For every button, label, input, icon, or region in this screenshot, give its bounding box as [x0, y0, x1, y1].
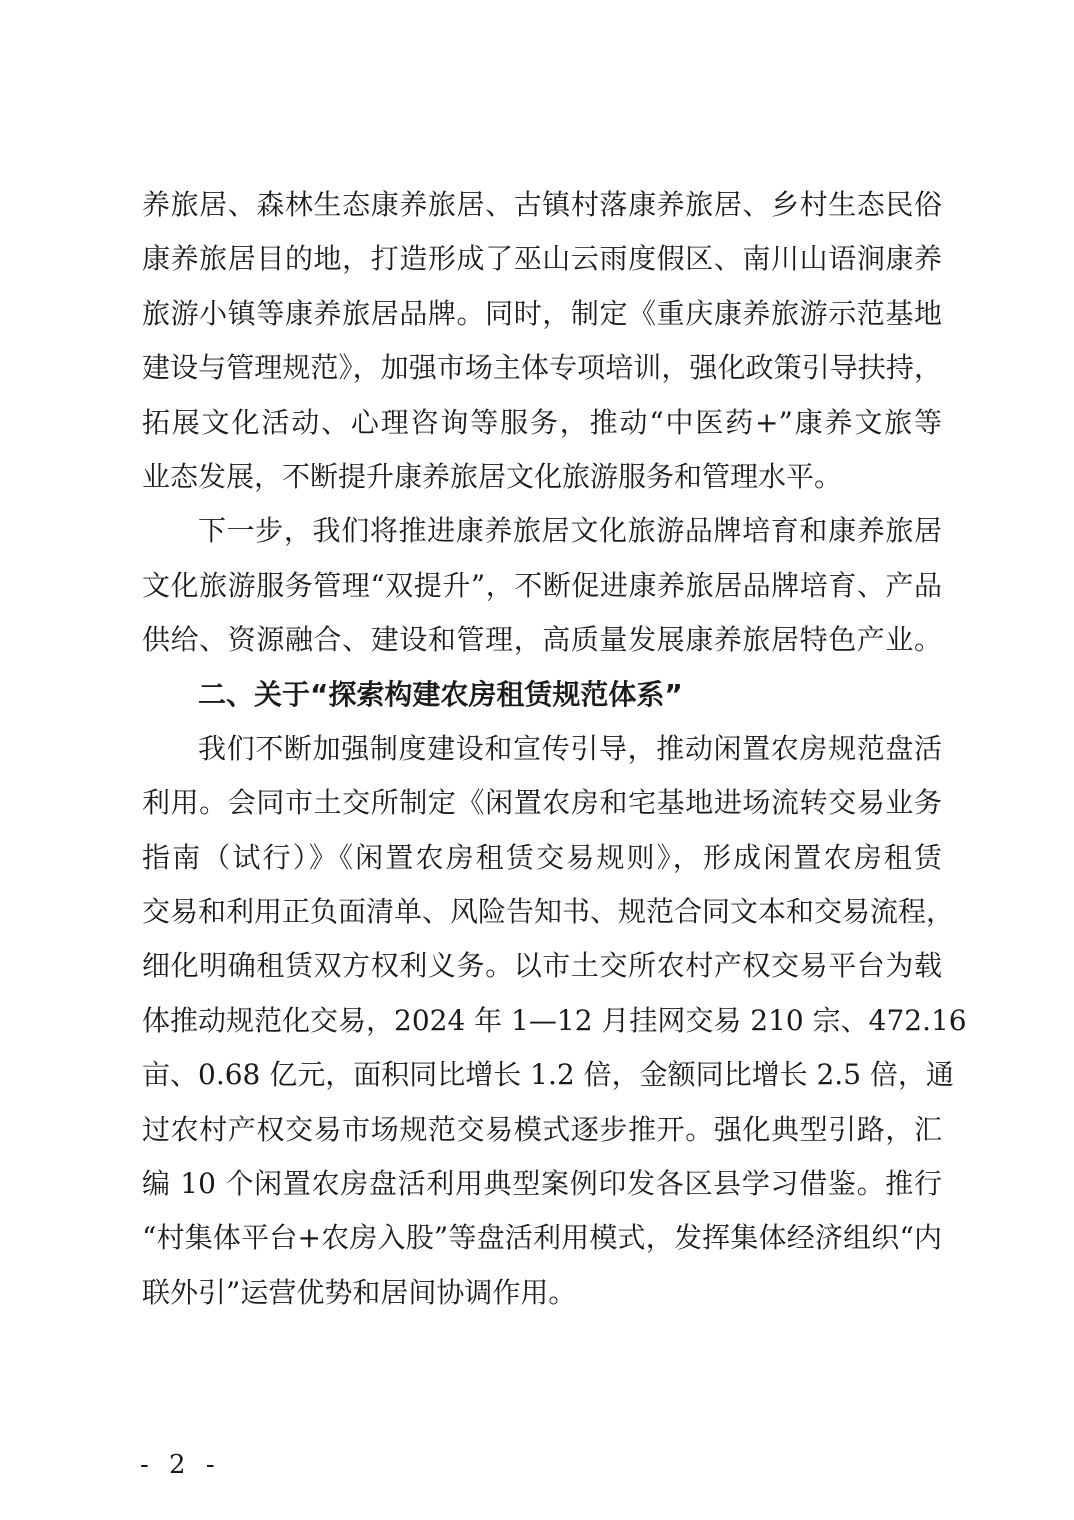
text-line: 建设与管理规范》，加强市场主体专项培训，强化政策引导扶持，: [142, 351, 942, 385]
text-line: 旅游小镇等康养旅居品牌。同时，制定《重庆康养旅游示范基地: [142, 296, 942, 330]
text-line: 我们不断加强制度建设和宣传引导，推动闲置农房规范盘活: [198, 731, 942, 765]
text-line: 拓展文化活动、心理咨询等服务，推动“中医药+”康养文旅等: [142, 405, 942, 439]
text-line: 指南（试行）》《闲置农房租赁交易规则》，形成闲置农房租赁: [142, 840, 942, 874]
text-line: 利用。会同市土交所制定《闲置农房和宅基地进场流转交易业务: [142, 786, 942, 820]
text-line: 细化明确租赁双方权利义务。以市土交所农村产权交易平台为载: [142, 949, 942, 983]
text-line: 业态发展，不断提升康养旅居文化旅游服务和管理水平。: [142, 459, 843, 493]
text-line: “村集体平台+农房入股”等盘活利用模式，发挥集体经济组织“内: [142, 1221, 942, 1255]
text-line: 亩、0.68 亿元，面积同比增长 1.2 倍，金额同比增长 2.5 倍，通: [142, 1058, 954, 1092]
text-line: 编 10 个闲置农房盘活利用典型案例印发各区县学习借鉴。推行: [142, 1167, 942, 1201]
text-line: 养旅居、森林生态康养旅居、古镇村落康养旅居、乡村生态民俗: [142, 188, 942, 221]
text-line: 下一步，我们将推进康养旅居文化旅游品牌培育和康养旅居: [198, 514, 942, 548]
text-line: 供给、资源融合、建设和管理，高质量发展康养旅居特色产业。: [142, 623, 942, 657]
body-text: [142, 178, 967, 1320]
text-line: 交易和利用正负面清单、风险告知书、规范合同文本和交易流程，: [142, 895, 955, 929]
text-line: 康养旅居目的地，打造形成了巫山云雨度假区、南川山语涧康养: [142, 242, 942, 276]
page-number: - 2 -: [140, 1450, 221, 1480]
text-line: 过农村产权交易市场规范交易模式逐步推开。强化典型引路，汇: [142, 1112, 942, 1146]
text-line: 联外引”运营优势和居间协调作用。: [142, 1275, 577, 1309]
text-line: 体推动规范化交易，2024 年 1—12 月挂网交易 210 宗、472.16: [142, 1003, 967, 1037]
text-line: 文化旅游服务管理“双提升”，不断促进康养旅居品牌培育、产品: [142, 568, 942, 602]
section-heading: 二、关于“探索构建农房租赁规范体系”: [198, 677, 683, 711]
